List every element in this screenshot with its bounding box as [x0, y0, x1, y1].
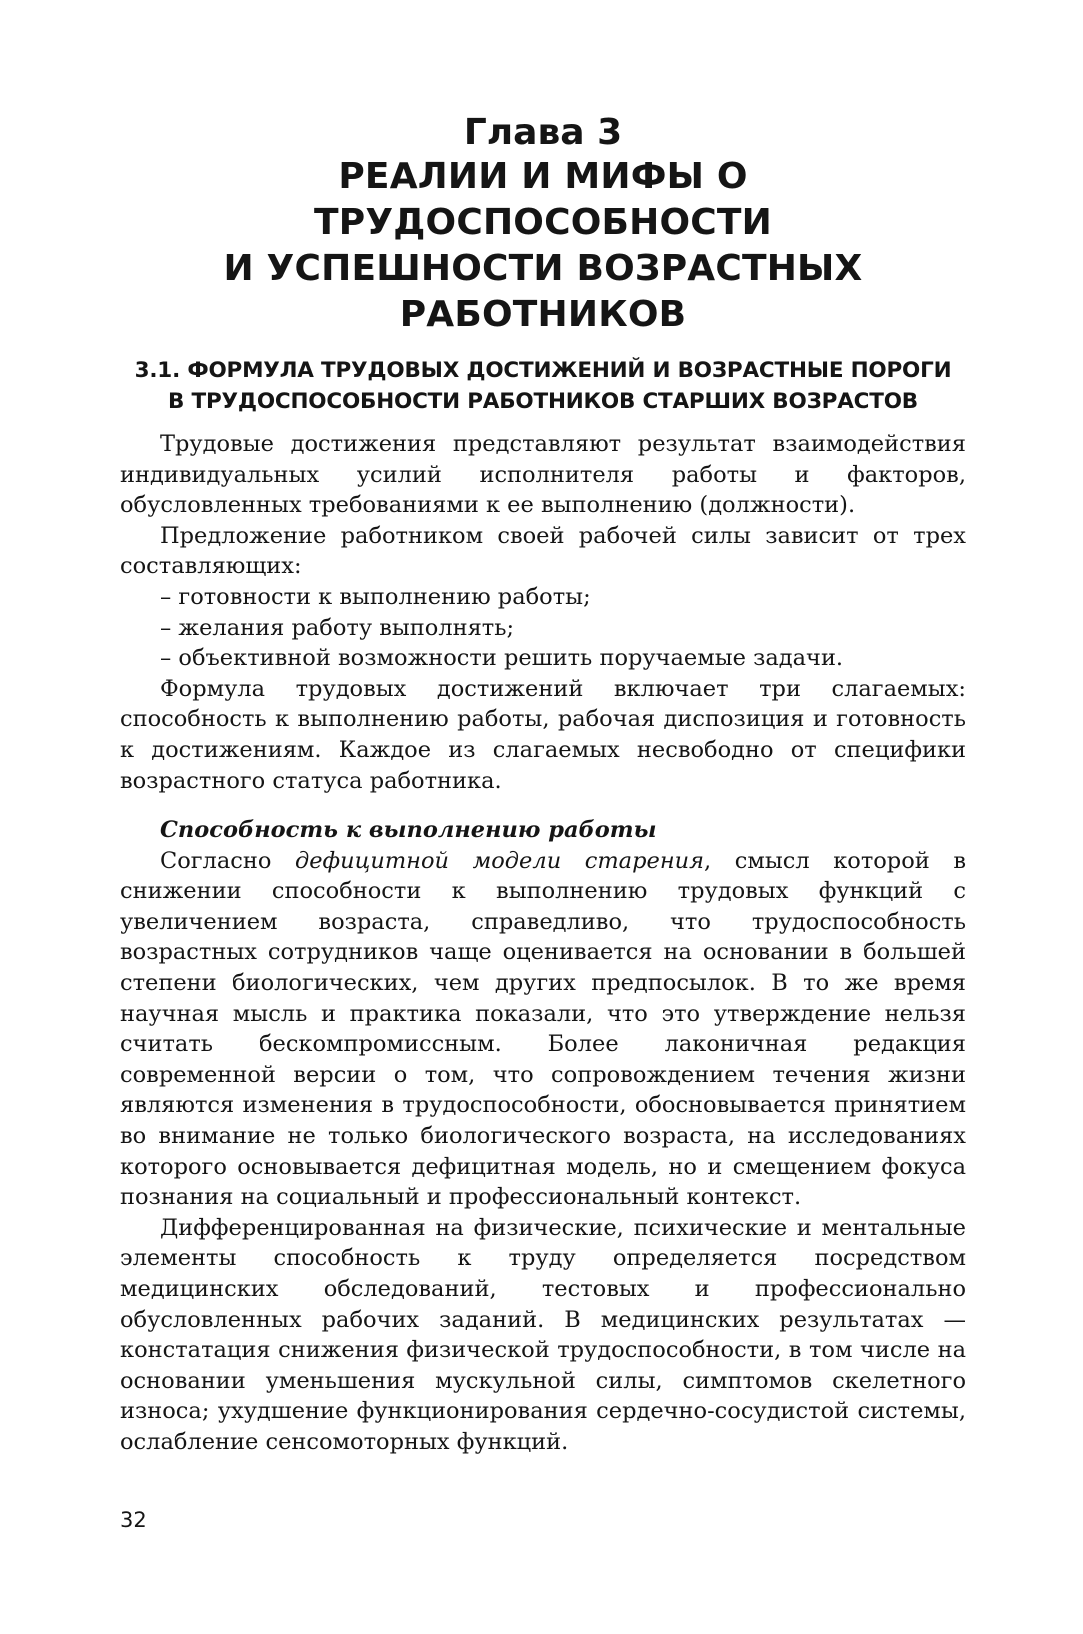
paragraph-4-rest: , смысл которой в снижении способности к выполнению трудовых функций с увеличением возраста, справедливо, что трудоспособность возрастных сотрудников чаще оценивается на основании в большей степени биологических, чем других предпосылок. В то же время научная мысль и практика показали, что это утверждение нельзя считать бескомпромиссным. Более лаконичная редакция современной версии о том, что сопровождением течения жизни являются изменения в трудоспособности, обосновывается принятием во внимание не только биологического возраста, на исследованиях которого основывается дефицитная модель, но и смещением фокуса познания на социальный и профессиональный контекст.	[120, 847, 966, 1211]
list-item: – готовности к выполнению работы;	[160, 583, 591, 610]
subsection-heading: Способность к выполнению работы	[160, 817, 657, 843]
paragraph-5: Дифференцированная на физические, психические и ментальные элементы способность к труду определяется посредством медицинских обследований, тестовых и профессионально обусловленных рабочих заданий. В медицинских результатах — констатация снижения физической трудоспособности, в том числе на основании уменьшения мускульной силы, симптомов скелетного износа; ухудшение функционирования сердечно-сосудистой системы, ослабление сенсомоторных функций.	[120, 1214, 966, 1455]
paragraph-1: Трудовые достижения представляют результат взаимодействия индивидуальных усилий исполнителя работы и факторов, обусловленных требованиями к ее выполнению (должности).	[120, 431, 966, 519]
section-title	[120, 355, 966, 417]
chapter-title-line-1: РЕАЛИИ И МИФЫ О ТРУДОСПОСОБНОСТИ	[313, 156, 773, 243]
list-item: – желания работу выполнять;	[160, 614, 515, 641]
paragraph-4	[120, 846, 966, 1213]
paragraph-4-start: Согласно	[160, 847, 295, 874]
section-body	[120, 429, 966, 796]
chapter-title-line-2: И УСПЕШНОСТИ ВОЗРАСТНЫХ РАБОТНИКОВ	[223, 248, 863, 335]
section-title-line-1: 3.1. ФОРМУЛА ТРУДОВЫХ ДОСТИЖЕНИЙ И ВОЗРАСТНЫЕ ПОРОГИ	[134, 358, 952, 383]
chapter-label: Глава 3	[463, 112, 623, 153]
section-title-line-2: В ТРУДОСПОСОБНОСТИ РАБОТНИКОВ СТАРШИХ ВОЗРАСТОВ	[168, 389, 918, 414]
paragraph-3: Формула трудовых достижений включает три слагаемых: способность к выполнению работы, рабочая диспозиция и готовность к достижениям. Каждое из слагаемых несвободно от специфики возрастного статуса работника.	[120, 675, 966, 794]
list-item: – объективной возможности решить поручаемые задачи.	[160, 645, 844, 672]
paragraph-2: Предложение работником своей рабочей силы зависит от трех составляющих:	[120, 522, 966, 580]
paragraph-4-emphasis: дефицитной модели старения	[294, 847, 705, 874]
chapter-title	[120, 154, 966, 338]
subsection-body	[120, 815, 966, 1457]
page-number: 32	[120, 1508, 147, 1532]
